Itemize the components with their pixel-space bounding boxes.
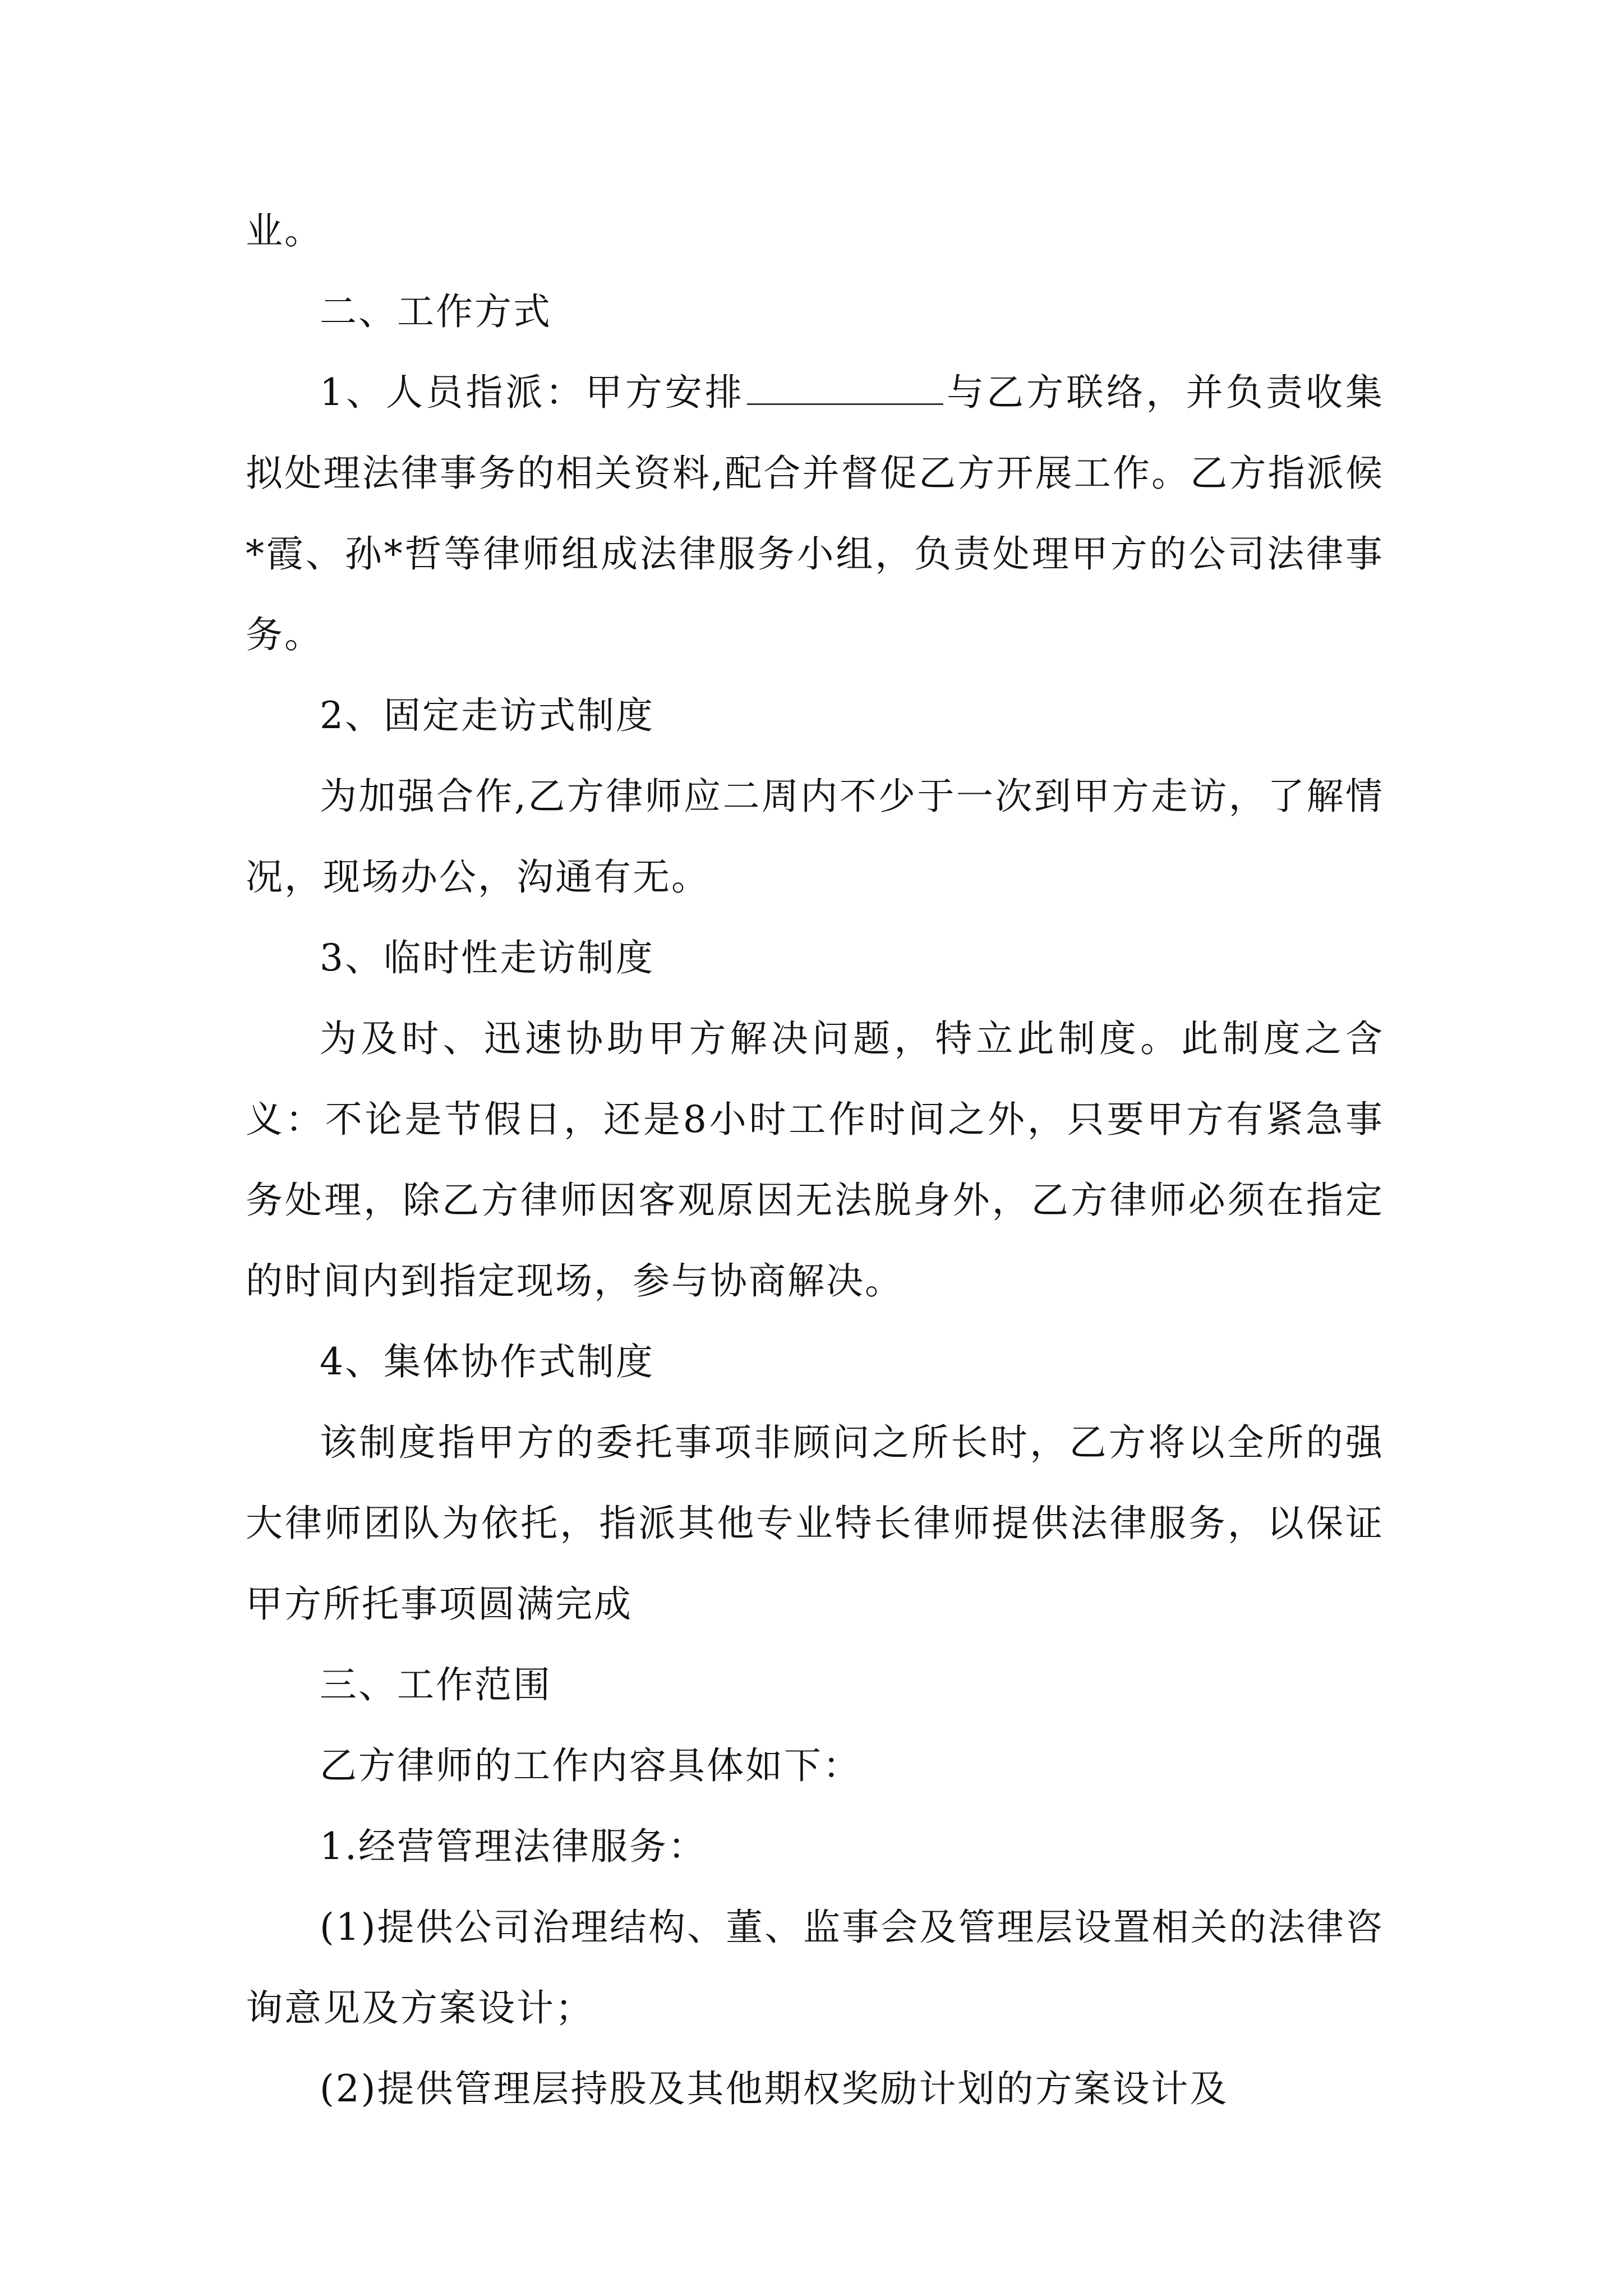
paragraph-text-before-blank: 1、人员指派：甲方安排 [320,371,745,414]
list-item-management-shareholding: (2)提供管理层持股及其他期权奖励计划的方案设计及 [320,2067,1229,2110]
paragraph-work-scope-intro: 乙方律师的工作内容具体如下： [320,1744,861,1787]
section-heading-work-method: 二、工作方式 [320,290,552,333]
paragraph-continuation: 业。 [246,209,323,252]
paragraph-collective-collaboration: 该制度指甲方的委托事项非顾问之所长时，乙方将以全所的强大律师团队为依托，指派其他专业特长律师提供法律服务，以保证甲方所托事项圆满完成 [246,1421,1384,1626]
subheading-management-legal-service: 1.经营管理法律服务： [320,1825,707,1868]
list-item-governance-structure: (1)提供公司治理结构、董、监事会及管理层设置相关的法律咨询意见及方案设计； [246,1906,1384,2030]
subheading-collective-collaboration: 4、集体协作式制度 [320,1340,654,1383]
fill-in-blank-line [747,369,943,405]
document-body [246,191,1384,2129]
paragraph-personnel-assignment [246,352,1384,675]
subheading-fixed-visit: 2、固定走访式制度 [320,694,654,737]
paragraph-temporary-visit: 为及时、迅速协助甲方解决问题，特立此制度。此制度之含义：不论是节假日，还是8小时工作时间之外，只要甲方有紧急事务处理，除乙方律师因客观原因无法脱身外，乙方律师必须在指定的时间内到指定现场，参与协商解决。 [246,1017,1384,1303]
paragraph-fixed-visit: 为加强合作,乙方律师应二周内不少于一次到甲方走访，了解情况，现场办公，沟通有无。 [246,775,1384,899]
subheading-temporary-visit: 3、临时性走访制度 [320,936,654,979]
paragraph-text-after-blank: 与乙方联络，并负责收集拟处理法律事务的相关资料,配合并督促乙方开展工作。乙方指派候*霞、孙*哲等律师组成法律服务小组，负责处理甲方的公司法律事务。 [246,371,1384,656]
section-heading-work-scope: 三、工作范围 [320,1663,552,1706]
